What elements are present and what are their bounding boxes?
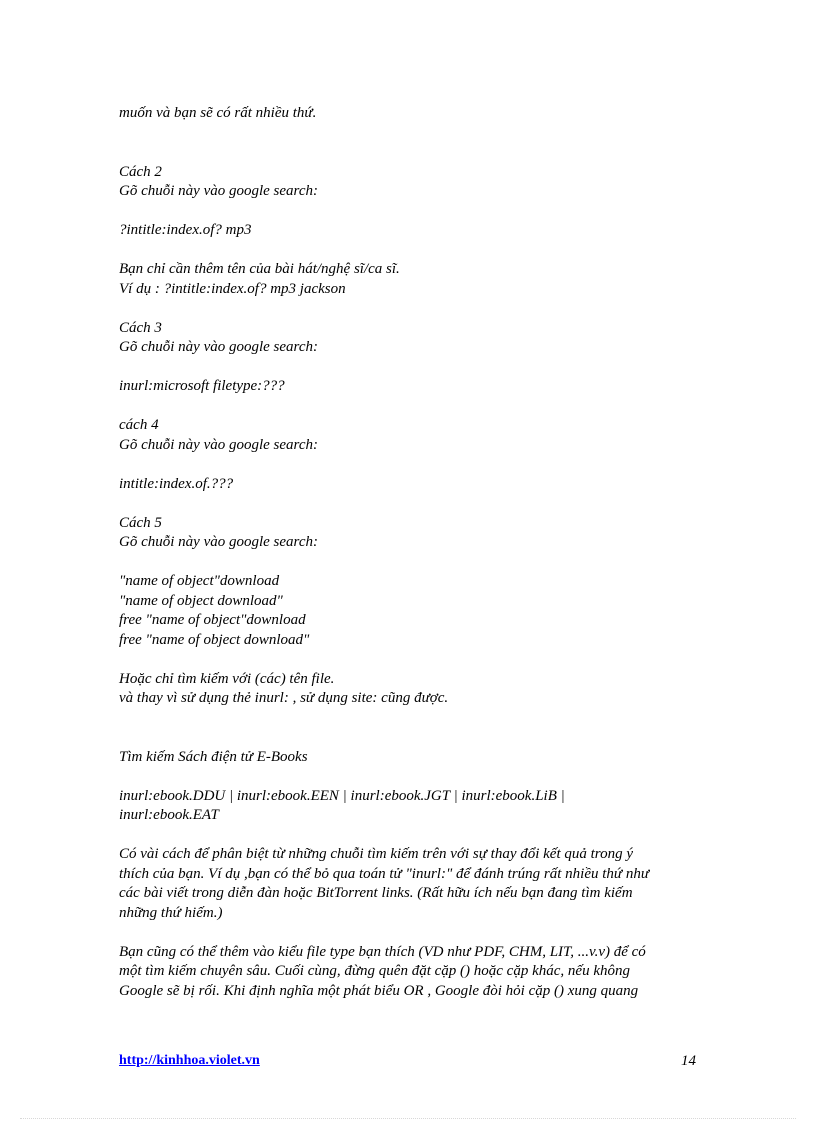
blank-line — [119, 455, 699, 475]
text-line: inurl:ebook.DDU | inurl:ebook.EEN | inurl:ebook.JGT | inurl:ebook.LiB | — [119, 787, 565, 804]
text-line: thích của bạn. Ví dụ ,bạn có thể bỏ qua toán tử "inurl:" để đánh trúng rất nhiều thứ như — [119, 865, 650, 882]
blank-line — [119, 728, 699, 748]
page-footer — [119, 1053, 696, 1075]
blank-line — [119, 143, 699, 163]
text-line: Google sẽ bị rối. Khi định nghĩa một phát biểu OR , Google đòi hỏi cặp () xung quang — [119, 982, 639, 999]
text-line: Gõ chuỗi này vào google search: — [119, 339, 318, 355]
text-line: Gõ chuỗi này vào google search: — [119, 436, 318, 453]
blank-line — [119, 767, 699, 787]
text-line: các bài viết trong diễn đàn hoặc BitTorrent links. (Rất hữu ích nếu bạn đang tìm kiếm — [119, 885, 633, 901]
text-line: intitle:index.of.??? — [119, 475, 234, 492]
text-line: Gõ chuỗi này vào google search: — [119, 183, 318, 199]
text-line: inurl:ebook.EAT — [119, 807, 219, 823]
text-line: ?intitle:index.of? mp3 — [119, 222, 252, 238]
page-number: 14 — [681, 1053, 696, 1069]
text-line: Hoặc chỉ tìm kiếm với (các) tên file. — [119, 670, 335, 687]
blank-line — [119, 397, 699, 417]
footer-link[interactable]: http://kinhhoa.violet.vn — [119, 1053, 260, 1068]
text-line: Bạn cũng có thể thêm vào kiểu file type bạn thích (VD như PDF, CHM, LIT, ...v.v) để có — [119, 943, 646, 960]
page-bottom-divider — [20, 1118, 796, 1119]
blank-line — [119, 553, 699, 573]
blank-line — [119, 202, 699, 222]
text-line: "name of object download" — [119, 592, 283, 609]
blank-line — [119, 358, 699, 378]
text-line: Cách 5 — [119, 514, 162, 531]
text-line: Cách 3 — [119, 319, 162, 336]
text-line: một tìm kiếm chuyên sâu. Cuối cùng, đừng quên đặt cặp () hoặc cặp khác, nếu không — [119, 963, 630, 979]
body-text — [119, 104, 699, 1001]
text-line: Có vài cách để phân biệt từ những chuỗi tìm kiếm trên với sự thay đổi kết quả trong ý — [119, 846, 633, 862]
text-line: Bạn chỉ cần thêm tên của bài hát/nghệ sĩ/ca sĩ. — [119, 261, 400, 277]
blank-line — [119, 124, 699, 144]
blank-line — [119, 241, 699, 261]
blank-line — [119, 299, 699, 319]
text-line: free "name of object"download — [119, 612, 306, 628]
blank-line — [119, 494, 699, 514]
text-line: "name of object"download — [119, 573, 280, 589]
blank-line — [119, 650, 699, 670]
text-line: free "name of object download" — [119, 631, 310, 648]
text-line: Gõ chuỗi này vào google search: — [119, 534, 318, 550]
text-line: Cách 2 — [119, 163, 162, 180]
text-line: Tìm kiếm Sách điện tử E-Books — [119, 748, 308, 765]
blank-line — [119, 923, 699, 943]
text-line: những thứ hiếm.) — [119, 904, 223, 921]
text-line: cách 4 — [119, 417, 159, 433]
blank-line — [119, 826, 699, 846]
text-line: inurl:microsoft filetype:??? — [119, 378, 285, 394]
text-line: và thay vì sử dụng thẻ inurl: , sử dụng site: cũng được. — [119, 690, 449, 706]
blank-line — [119, 709, 699, 729]
text-line: muốn và bạn sẽ có rất nhiều thứ. — [119, 105, 317, 121]
text-line: Ví dụ : ?intitle:index.of? mp3 jackson — [119, 280, 346, 297]
